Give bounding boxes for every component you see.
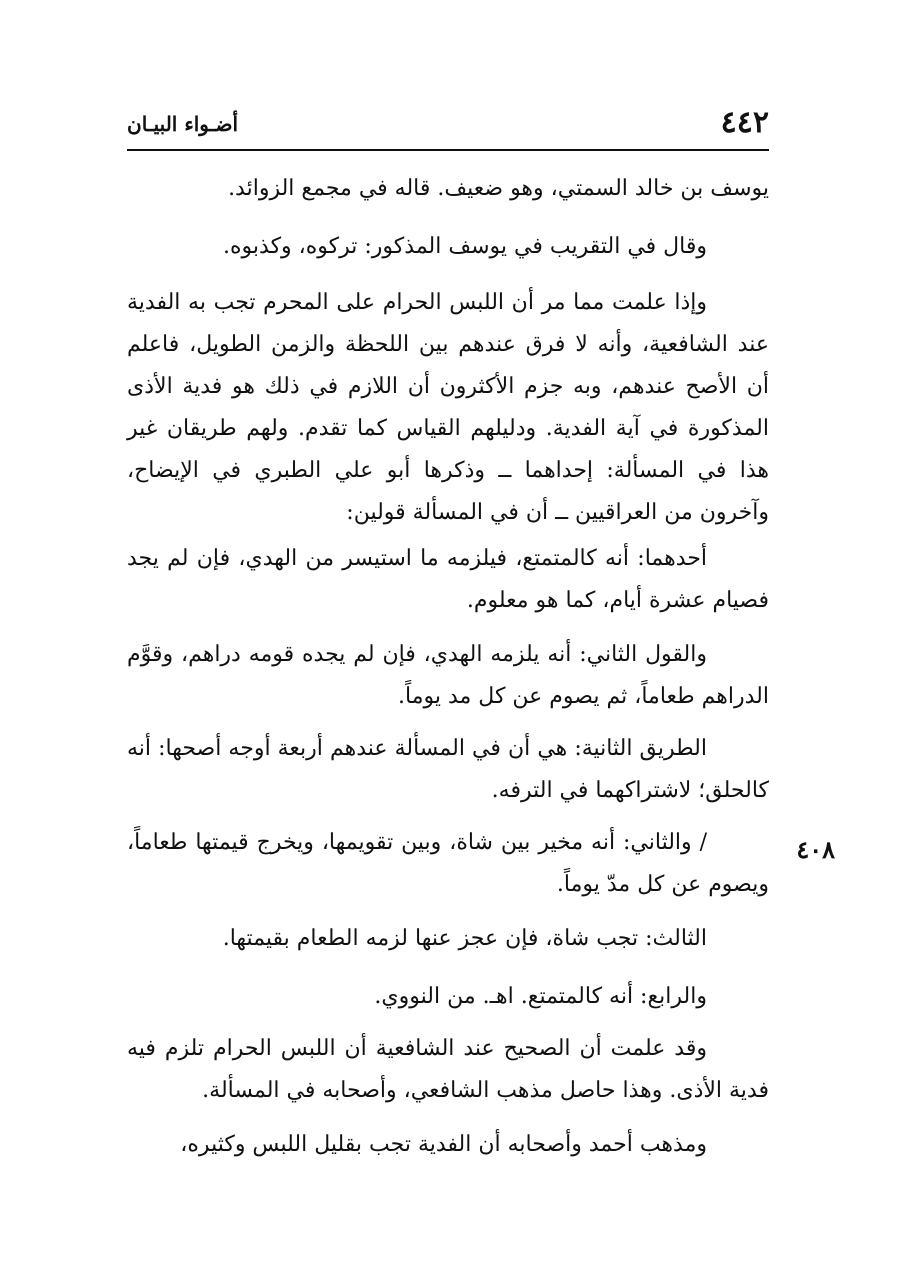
- paragraph-9: والرابع: أنه كالمتمتع. اهـ. من النووي.: [374, 984, 707, 1009]
- paragraph-5: والقول الثاني: أنه يلزمه الهدي، فإن لم يجده قومه دراهم، وقوَّم الدراهم طعاماً، ثم يصوم عن كل مد يوماً.: [127, 642, 769, 709]
- paragraph-7: / والثاني: أنه مخير بين شاة، وبين تقويمها، ويخرج قيمتها طعاماً، ويصوم عن كل مدّ يوماً.: [127, 830, 769, 897]
- paragraph-11: ومذهب أحمد وأصحابه أن الفدية تجب بقليل اللبس وكثيره،: [180, 1132, 707, 1157]
- paragraph-3: وإذا علمت مما مر أن اللبس الحرام على المحرم تجب به الفدية عند الشافعية، وأنه لا فرق عندهم بين اللحظة والزمن الطويل، فاعلم أن الأصح عندهم، وبه جزم الأكثرون أن اللازم في ذلك هو فدية الأذى المذكورة في آية الفدية. ودليلهم القياس كما تقدم. ولهم طريقان غير هذا في المسألة: إحداهما ــ وذكرها أبو علي الطبري في الإيضاح، وآخرون من العراقيين ــ أن في المسألة قولين:: [127, 290, 769, 525]
- paragraph-6: الطريق الثانية: هي أن في المسألة عندهم أربعة أوجه أصحها: أنه كالحلق؛ لاشتراكهما في الترفه.: [127, 736, 769, 803]
- paragraph-8: الثالث: تجب شاة، فإن عجز عنها لزمه الطعام بقيمتها.: [222, 926, 707, 951]
- page-header: [127, 103, 769, 147]
- paragraph-10: وقد علمت أن الصحيح عند الشافعية أن اللبس الحرام تلزم فيه فدية الأذى. وهذا حاصل مذهب الشافعي، وأصحابه في المسألة.: [127, 1036, 769, 1103]
- running-title: أضـواء البيـان: [127, 112, 239, 136]
- page-number: ٤٤٢: [720, 105, 769, 140]
- paragraph-4: أحدهما: أنه كالمتمتع، فيلزمه ما استيسر من الهدي، فإن لم يجد فصيام عشرة أيام، كما هو معلوم.: [127, 546, 769, 613]
- header-rule: [127, 149, 769, 151]
- paragraph-2: وقال في التقريب في يوسف المذكور: تركوه، وكذبوه.: [223, 234, 707, 259]
- paragraph-1: يوسف بن خالد السمتي، وهو ضعيف. قاله في مجمع الزوائد.: [228, 176, 769, 201]
- margin-page-reference: ٤٠٨: [796, 835, 835, 864]
